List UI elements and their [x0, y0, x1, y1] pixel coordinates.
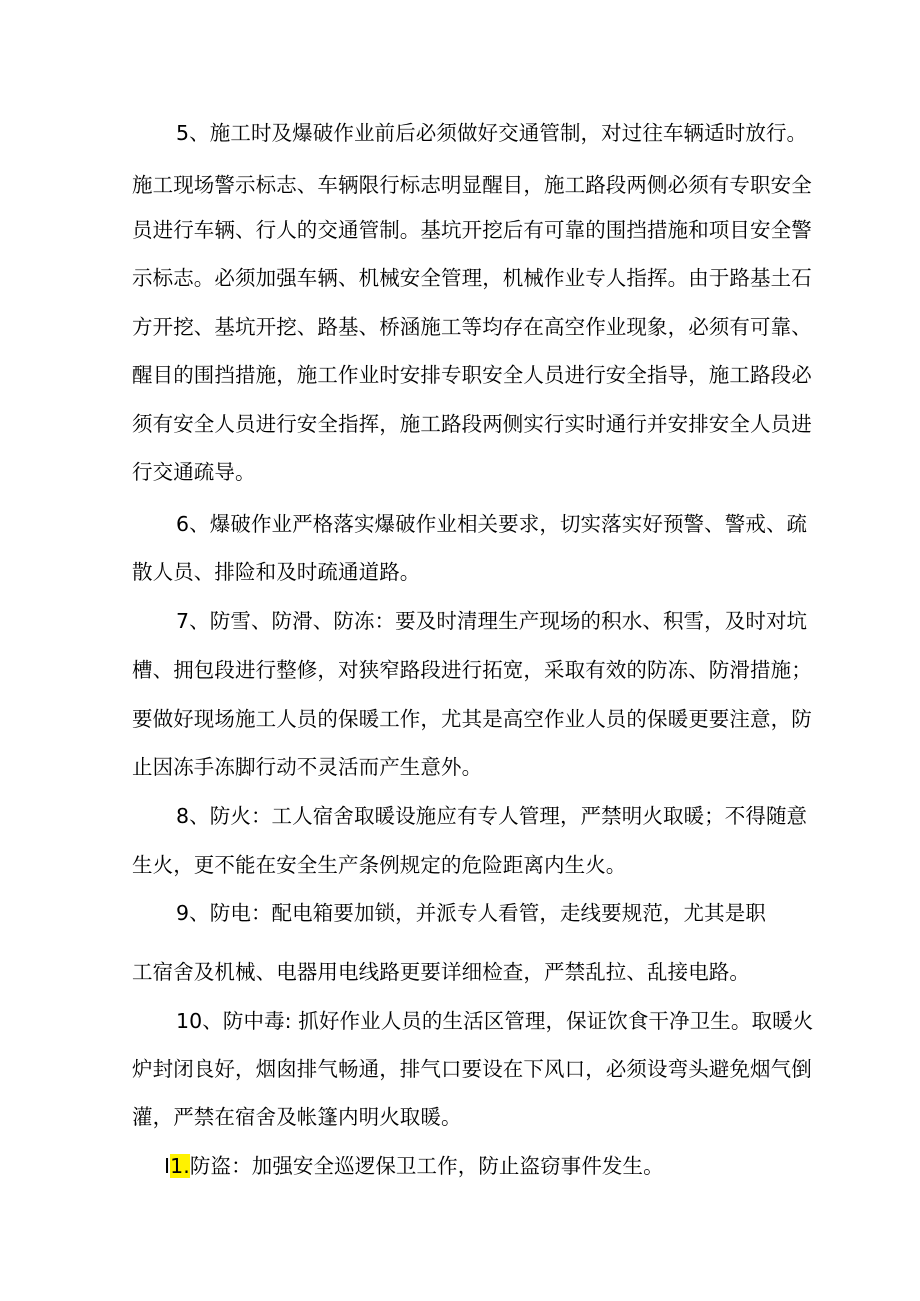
paragraph-7-line-3: 要做好现场施工人员的保暖工作，尤其是高空作业人员的保暖更要注意，防 — [132, 707, 812, 731]
paragraph-5-line-7: 须有安全人员进行安全指挥，施工路段两侧实行实时通行并安排安全人员进 — [132, 412, 812, 436]
paragraph-6-line-1: 6、爆破作业严格落实爆破作业相关要求，切实落实好预警、警戒、疏 — [176, 512, 808, 536]
item-text: 防盗：加强安全巡逻保卫工作，防止盗窃事件发生。 — [189, 1154, 664, 1178]
paragraph-11-line-1 — [164, 1154, 920, 1178]
paragraph-5-line-3: 员进行车辆、行人的交通管制。基坑开挖后有可靠的围挡措施和项目安全警 — [132, 218, 812, 242]
highlighted-item-number: 1. — [170, 1154, 190, 1178]
paragraph-9-line-2: 工宿舍及机械、电器用电线路更要详细检查，严禁乱拉、乱接电路。 — [132, 960, 750, 984]
paragraph-5-line-5: 方开挖、基坑开挖、路基、桥涵施工等均存在高空作业现象，必须有可靠、 — [132, 315, 812, 339]
paragraph-6-line-2: 散人员、排险和及时疏通道路。 — [132, 560, 421, 584]
paragraph-10-line-1: 10、防中毒: 抓好作业人员的生活区管理，保证饮食干净卫生。取暖火 — [176, 1009, 814, 1033]
paragraph-7-line-4: 止因冻手冻脚行动不灵活而产生意外。 — [132, 755, 483, 779]
paragraph-8-line-2: 生火，更不能在安全生产条例规定的危险距离内生火。 — [132, 853, 627, 877]
paragraph-5-line-1: 5、施工时及爆破作业前后必须做好交通管制，对过往车辆适时放行。 — [176, 121, 808, 145]
paragraph-7-line-2: 槽、拥包段进行整修，对狭窄路段进行拓宽，采取有效的防冻、防滑措施； — [132, 658, 812, 682]
paragraph-10-line-2: 炉封闭良好，烟囱排气畅通，排气口要设在下风口，必须设弯头避免烟气倒 — [132, 1057, 812, 1081]
paragraph-7-line-1: 7、防雪、防滑、防冻：要及时清理生产现场的积水、积雪，及时对坑 — [176, 609, 808, 633]
paragraph-5-line-4: 示标志。必须加强车辆、机械安全管理，机械作业专人指挥。由于路基土石 — [132, 266, 812, 290]
paragraph-5-line-2: 施工现场警示标志、车辆限行标志明显醒目，施工路段两侧必须有专职安全 — [132, 173, 812, 197]
paragraph-5-line-8: 行交通疏导。 — [132, 460, 256, 484]
paragraph-8-line-1: 8、防火：工人宿舍取暖设施应有专人管理，严禁明火取暖；不得随意 — [176, 804, 808, 828]
item-number-prefix: I — [164, 1154, 171, 1178]
paragraph-10-line-3: 灌，严禁在宿舍及帐篷内明火取暖。 — [132, 1105, 462, 1129]
paragraph-5-line-6: 醒目的围挡措施，施工作业时安排专职安全人员进行安全指导，施工路段必 — [132, 363, 812, 387]
paragraph-9-line-1: 9、防电：配电箱要加锁，并派专人看管，走线要规范，尤其是职 — [176, 901, 766, 925]
